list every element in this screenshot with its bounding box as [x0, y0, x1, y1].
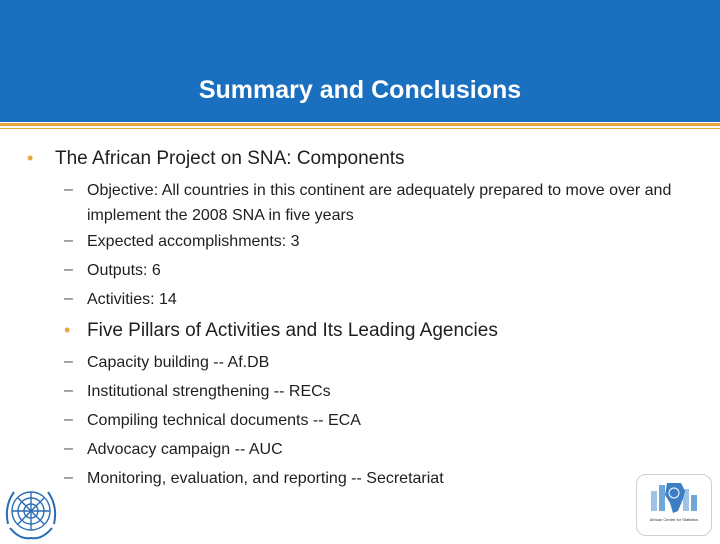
section-heading: Five Pillars of Activities and Its Leading Agencies — [87, 320, 498, 341]
dash-icon: – — [64, 181, 73, 198]
dash-icon: – — [64, 261, 73, 278]
list-item: Advocacy campaign -- AUC — [87, 441, 283, 458]
slide-title: Summary and Conclusions — [198, 76, 522, 104]
dash-icon: – — [64, 353, 73, 370]
dash-icon: – — [64, 382, 73, 399]
list-item: Compiling technical documents -- ECA — [87, 412, 361, 429]
dash-icon: – — [64, 232, 73, 249]
list-item: Outputs: 6 — [87, 262, 161, 279]
section-heading: The African Project on SNA: Components — [55, 148, 405, 169]
list-item: Expected accomplishments: 3 — [87, 233, 300, 250]
african-centre-for-statistics-logo — [636, 474, 712, 536]
bullet-icon: • — [64, 320, 71, 340]
list-item: Monitoring, evaluation, and reporting -- Secretariat — [87, 470, 444, 487]
list-item: Institutional strengthening -- RECs — [87, 383, 331, 400]
list-item: Objective: All countries in this continent are adequately prepared to move over and implement the 2008 SNA in five years — [87, 182, 672, 224]
bullet-icon: • — [27, 148, 34, 168]
africa-map-icon — [637, 477, 711, 517]
dash-icon: – — [64, 290, 73, 307]
header-divider — [0, 123, 720, 126]
header-divider-thin — [0, 128, 720, 129]
dash-icon: – — [64, 440, 73, 457]
list-item: Activities: 14 — [87, 291, 177, 308]
logo-caption: African Centre for Statistics — [649, 517, 699, 522]
list-item: Capacity building -- Af.DB — [87, 354, 270, 371]
dash-icon: – — [64, 411, 73, 428]
dash-icon: – — [64, 469, 73, 486]
un-emblem-icon — [0, 482, 62, 544]
